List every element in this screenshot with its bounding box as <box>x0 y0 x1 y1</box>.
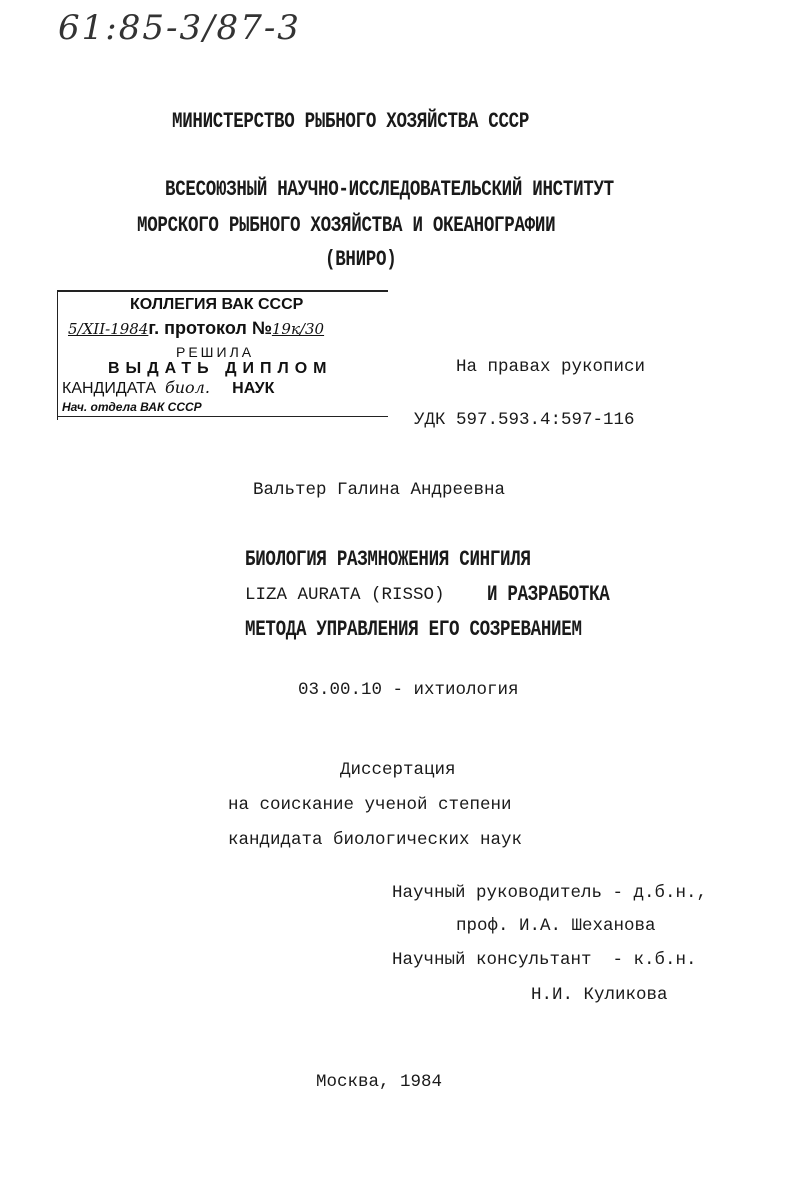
vak-stamp <box>57 290 388 420</box>
handwritten-archive-code: 61:85-3/87-3 <box>58 8 301 48</box>
dissertation-degree: на соискание ученой степени <box>228 795 512 815</box>
stamp-issue: ВЫДАТЬ ДИПЛОМ <box>108 360 333 377</box>
ministry-heading: МИНИСТЕРСТВО РЫБНОГО ХОЗЯЙСТВА СССР <box>172 109 530 135</box>
consultant-name: Н.И. Куликова <box>531 985 668 1005</box>
stamp-candidate: КАНДИДАТА биол. НАУК <box>62 378 275 397</box>
stamp-title: КОЛЛЕГИЯ ВАК СССР <box>130 296 304 313</box>
title-line-3: МЕТОДА УПРАВЛЕНИЯ ЕГО СОЗРЕВАНИЕМ <box>245 617 582 643</box>
institute-line-2: МОРСКОГО РЫБНОГО ХОЗЯЙСТВА И ОКЕАНОГРАФИИ <box>137 213 556 239</box>
dissertation-label: Диссертация <box>340 760 456 780</box>
specialty: 03.00.10 - ихтиология <box>298 680 519 700</box>
author-name: Вальтер Галина Андреевна <box>253 480 506 500</box>
institute-line-1: ВСЕСОЮЗНЫЙ НАУЧНО-ИССЛЕДОВАТЕЛЬСКИЙ ИНСТИТУТ <box>165 177 614 203</box>
consultant-label: Научный консультант - к.б.н. <box>392 950 697 970</box>
title-latin-name: LIZA AURATA (RISSO) <box>245 585 445 605</box>
manuscript-rights: На правах рукописи <box>456 357 646 377</box>
dissertation-field: кандидата биологических наук <box>228 830 523 850</box>
institute-abbr: (ВНИРО) <box>325 247 397 273</box>
supervisor-name: проф. И.А. Шеханова <box>456 916 656 936</box>
city-year: Москва, 1984 <box>316 1072 443 1092</box>
stamp-dept: Нач. отдела ВАК СССР <box>62 400 202 414</box>
title-line-1: БИОЛОГИЯ РАЗМНОЖЕНИЯ СИНГИЛЯ <box>245 547 531 573</box>
title-line-2: И РАЗРАБОТКА <box>487 582 610 608</box>
supervisor-label: Научный руководитель - д.б.н., <box>392 883 708 903</box>
udc-code: УДК 597.593.4:597-116 <box>414 410 635 430</box>
stamp-protocol: 5/XII-1984г. протокол №19к/30 <box>68 318 325 338</box>
stamp-decided: РЕШИЛА <box>176 344 255 360</box>
